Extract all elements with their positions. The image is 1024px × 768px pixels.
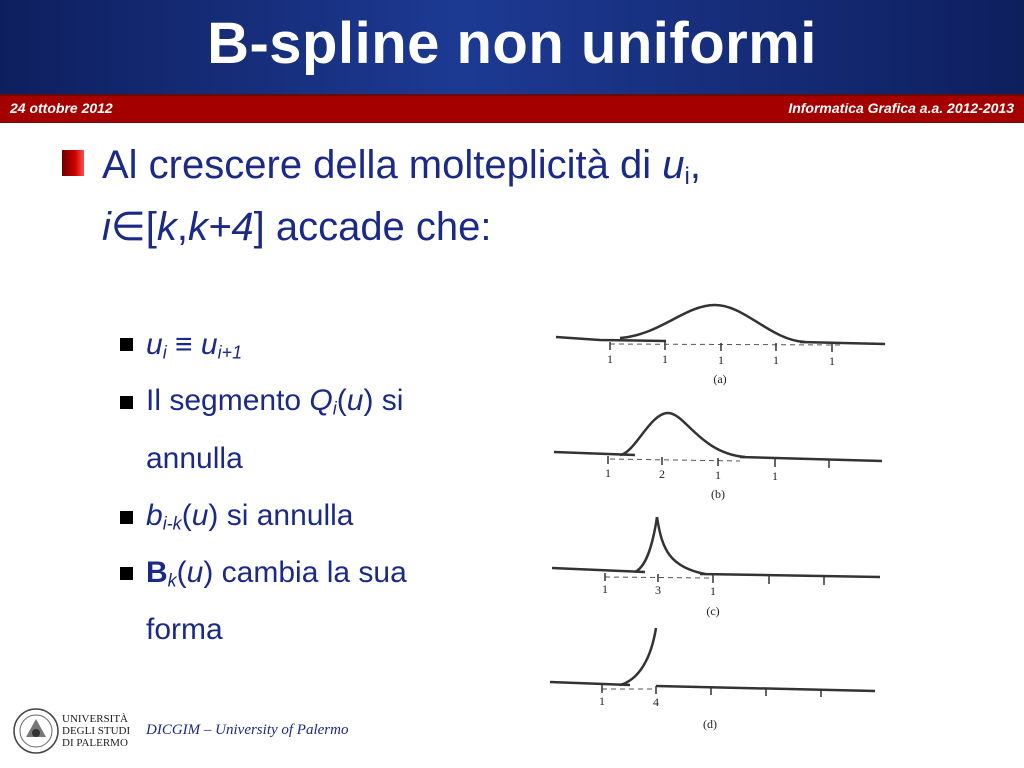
date-label: 24 ottobre 2012 — [10, 100, 113, 116]
curve-d-baseline — [550, 682, 630, 685]
text-part: ) si — [363, 384, 404, 417]
var-u: u — [146, 328, 163, 361]
curve-a-baseline — [556, 337, 666, 341]
equiv-symbol: ≡ — [166, 328, 201, 361]
text-part: Il segmento — [146, 384, 310, 417]
tick-label: 2 — [659, 467, 665, 481]
bullet-square-icon — [120, 338, 133, 351]
bullet-square-icon — [62, 150, 84, 176]
main-line-1 — [102, 140, 701, 202]
info-bar — [0, 94, 1024, 123]
sub-bullet-1 — [146, 328, 242, 364]
bullet-square-icon — [120, 511, 133, 524]
bullet-square-icon — [120, 396, 133, 409]
var-u: u — [191, 499, 209, 532]
var-u: u — [200, 328, 218, 361]
curve-b-tail — [740, 457, 882, 461]
curve-b-hump — [620, 413, 745, 457]
university-name-line: DEGLI STUDI — [62, 725, 131, 737]
figure-label-d: (d) — [703, 717, 717, 731]
text-part: ( — [181, 499, 192, 532]
text-part: , — [689, 143, 701, 187]
text-part: ) si annulla — [208, 499, 354, 532]
sub-i: i — [332, 398, 337, 419]
tick-label: 1 — [710, 584, 716, 598]
university-name — [62, 713, 130, 749]
text-part: ) cambia la sua — [203, 556, 407, 589]
tick-label: 1 — [773, 353, 779, 367]
tick-label: 1 — [599, 694, 605, 708]
bullet-square-icon — [120, 567, 133, 580]
var-B-bold: B — [146, 556, 168, 589]
university-name-line: DI PALERMO — [62, 737, 128, 749]
figure-label-c: (c) — [706, 604, 720, 618]
sub-i-k: i-k — [162, 513, 182, 534]
var-b: b — [146, 499, 163, 532]
main-line-2 — [102, 202, 701, 252]
figure-label-a: (a) — [713, 372, 727, 386]
curve-c-right — [657, 517, 705, 574]
sub-i: i — [162, 342, 167, 363]
var-q: Q — [309, 384, 333, 417]
tick-label: 1 — [772, 469, 778, 483]
sub-bullet-2 — [146, 384, 403, 420]
figure-label-b: (b) — [711, 487, 725, 501]
title-bar — [0, 0, 1024, 94]
text-part: , — [176, 205, 188, 249]
tick-label: 1 — [829, 354, 835, 368]
curve-d-rise — [620, 628, 656, 685]
curve-c-left — [635, 517, 657, 572]
var-u: u — [186, 556, 204, 589]
tick-label: 3 — [655, 583, 661, 597]
sub-i-plus-1: i+1 — [217, 342, 243, 363]
sub-bullet-3 — [146, 499, 353, 535]
sub-bullet-4-line-2: forma — [146, 613, 223, 646]
tick-label: 1 — [718, 353, 724, 367]
tick-label: 1 — [605, 466, 611, 480]
tick-label: 1 — [662, 352, 668, 366]
university-name-line: UNIVERSITÀ — [62, 713, 128, 725]
slide-title: B-spline non uniformi — [207, 11, 817, 76]
var-i: i — [102, 205, 111, 249]
sub-k: k — [167, 570, 177, 591]
bspline-figure — [540, 295, 890, 740]
curve-a-tail — [800, 342, 885, 344]
tick-label: 4 — [653, 695, 659, 709]
sub-bullet-4 — [146, 556, 407, 592]
department-footer: DICGIM – University of Palermo — [146, 722, 349, 738]
var-u: u — [662, 143, 685, 187]
text-part: ] accade che: — [253, 205, 492, 249]
sub-bullet-2-line-2: annulla — [146, 442, 243, 475]
curve-c-baseline — [552, 568, 645, 572]
main-bullet-text — [102, 140, 701, 252]
var-k4: k+4 — [187, 205, 254, 249]
tick-label: 1 — [607, 352, 613, 366]
sub-i: i — [684, 163, 690, 190]
university-seal-icon — [12, 707, 60, 755]
curve-c-tail — [700, 574, 880, 577]
var-k: k — [156, 205, 177, 249]
tick-label: 1 — [715, 468, 721, 482]
tick-label: 1 — [602, 582, 608, 596]
curve-a-hump — [620, 305, 805, 342]
text-part: ∈[ — [110, 205, 157, 249]
var-u: u — [346, 384, 364, 417]
text-part: ( — [336, 384, 347, 417]
text-part: ( — [176, 556, 187, 589]
text-part: Al crescere della molteplicità di — [102, 143, 663, 187]
course-label: Informatica Grafica a.a. 2012-2013 — [788, 100, 1014, 116]
